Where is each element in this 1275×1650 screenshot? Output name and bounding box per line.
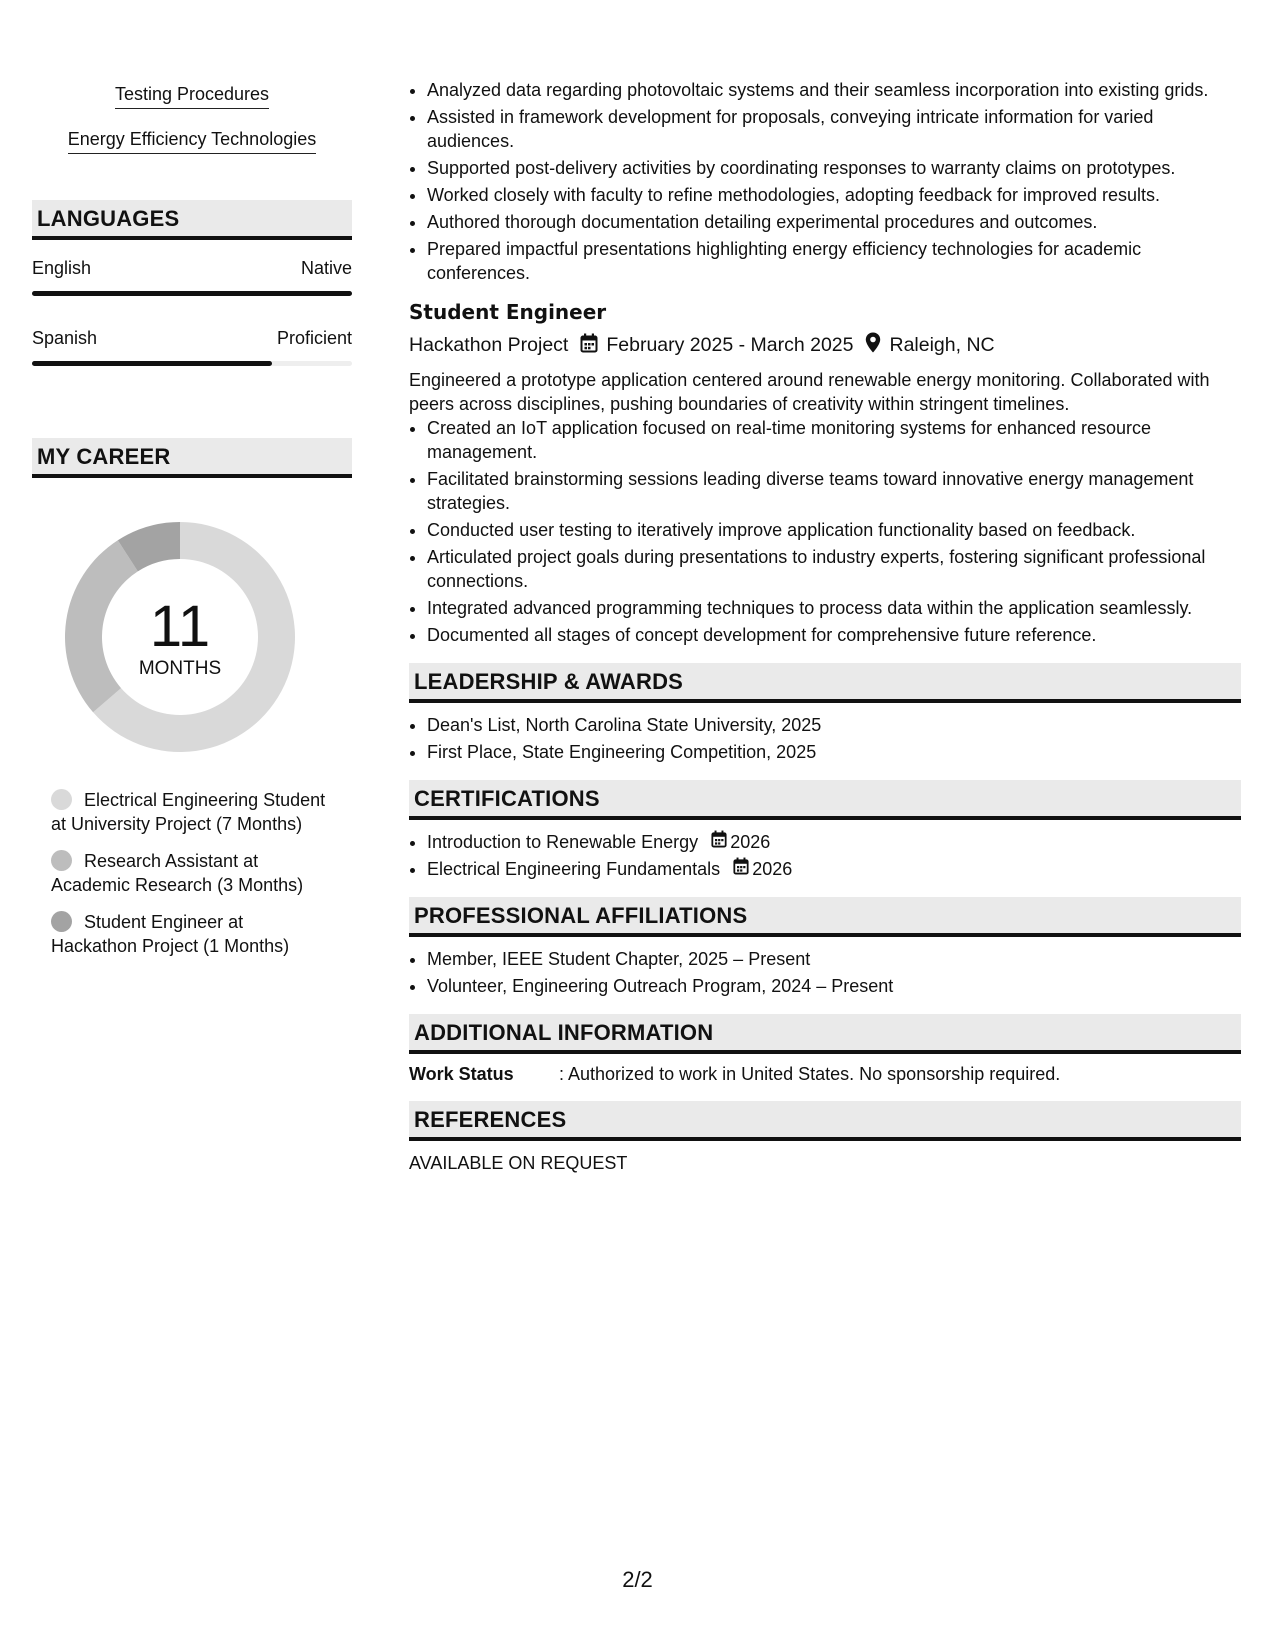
- affiliations-list: [409, 947, 1241, 998]
- legend-item: [51, 910, 331, 958]
- career-total-number: 11: [149, 594, 211, 659]
- additional-info-section: [409, 1014, 1241, 1085]
- affiliations-heading: PROFESSIONAL AFFILIATIONS: [409, 897, 1241, 937]
- career-section: [32, 438, 352, 958]
- language-proficiency-bar: [32, 291, 352, 296]
- additional-info-heading: ADDITIONAL INFORMATION: [409, 1014, 1241, 1054]
- references-text: AVAILABLE ON REQUEST: [409, 1153, 628, 1173]
- language-level: Native: [300, 258, 352, 278]
- list-item: • Facilitated brainstorming sessions leading diverse teams toward innovative energy management strategies.: [427, 467, 1241, 515]
- list-item: [427, 857, 1241, 881]
- language-row: [32, 258, 352, 279]
- skill-item: Testing Procedures: [115, 84, 269, 109]
- job-title: Student Engineer: [409, 300, 607, 324]
- page-number: 2/2: [622, 1567, 653, 1592]
- left-column: [32, 84, 352, 971]
- language-name: English: [32, 258, 92, 278]
- list-item: • Volunteer, Engineering Outreach Program, 2024 – Present: [427, 974, 1241, 998]
- list-item: • Assisted in framework development for proposals, conveying intricate information for varied audiences.: [427, 105, 1241, 153]
- work-status-row: [409, 1064, 1241, 1085]
- location-pin-icon: [865, 332, 881, 359]
- certification-date: [733, 857, 792, 881]
- calendar-icon: [733, 857, 752, 881]
- right-column: [409, 78, 1241, 1174]
- language-row: [32, 328, 352, 349]
- job-bullets: [409, 416, 1241, 647]
- list-item: • Analyzed data regarding photovoltaic systems and their seamless incorporation into existing grids.: [427, 78, 1241, 102]
- certification-date: [711, 830, 770, 854]
- list-item: • Created an IoT application focused on real-time monitoring systems for enhanced resource management.: [427, 416, 1241, 464]
- languages-section: [32, 200, 352, 366]
- list-item: • Dean's List, North Carolina State University, 2025: [427, 713, 1241, 737]
- certifications-list: [409, 830, 1241, 881]
- job-meta: [409, 332, 1241, 359]
- career-total-unit: MONTHS: [138, 658, 222, 679]
- language-name: Spanish: [32, 328, 98, 348]
- calendar-icon: [580, 333, 598, 359]
- career-heading: MY CAREER: [32, 438, 352, 478]
- job-company: Hackathon Project: [409, 334, 569, 356]
- certification-name: Introduction to Renewable Energy: [427, 832, 699, 852]
- language-proficiency-bar: [32, 361, 352, 366]
- list-item: • Worked closely with faculty to refine methodologies, adopting feedback for improved results.: [427, 183, 1241, 207]
- leadership-heading: LEADERSHIP & AWARDS: [409, 663, 1241, 703]
- legend-item: [51, 849, 331, 897]
- list-item: • Prepared impactful presentations highlighting energy efficiency technologies for academic conferences.: [427, 237, 1241, 285]
- certification-name: Electrical Engineering Fundamentals: [427, 859, 721, 879]
- certification-year: 2026: [752, 859, 793, 879]
- affiliations-section: [409, 897, 1241, 998]
- certifications-heading: CERTIFICATIONS: [409, 780, 1241, 820]
- legend-dot: [51, 911, 72, 932]
- legend-label: Electrical Engineering Student at University Project (7 Months): [51, 790, 326, 834]
- legend-dot: [51, 789, 72, 810]
- work-status-label: Work Status: [409, 1064, 514, 1084]
- job-entry: [409, 300, 1241, 647]
- list-item: • Supported post-delivery activities by coordinating responses to warranty claims on prototypes.: [427, 156, 1241, 180]
- list-item: • Conducted user testing to iteratively improve application functionality based on feedback.: [427, 518, 1241, 542]
- legend-label: Student Engineer at Hackathon Project (1 Months): [51, 912, 290, 956]
- list-item: • Documented all stages of concept development for comprehensive future reference.: [427, 623, 1241, 647]
- donut-center: [65, 522, 295, 752]
- legend-dot: [51, 850, 72, 871]
- calendar-icon: [711, 830, 730, 854]
- job-location: Raleigh, NC: [889, 334, 995, 356]
- certification-year: 2026: [730, 832, 771, 852]
- legend-label: Research Assistant at Academic Research (3 Months): [51, 851, 304, 895]
- list-item: • Articulated project goals during presentations to industry experts, fostering significant professional connections.: [427, 545, 1241, 593]
- work-status-value: : Authorized to work in United States. No sponsorship required.: [559, 1064, 1061, 1084]
- list-item: [427, 830, 1241, 854]
- list-item: • First Place, State Engineering Competition, 2025: [427, 740, 1241, 764]
- career-donut-chart: [65, 522, 295, 752]
- legend-item: [51, 788, 331, 836]
- language-proficiency-fill: [32, 361, 272, 366]
- leadership-section: [409, 663, 1241, 764]
- language-level: Proficient: [276, 328, 352, 348]
- references-heading: REFERENCES: [409, 1101, 1241, 1141]
- career-legend: [51, 788, 331, 958]
- previous-job-bullets: [409, 78, 1241, 285]
- list-item: • Integrated advanced programming techniques to process data within the application seamlessly.: [427, 596, 1241, 620]
- certifications-section: [409, 780, 1241, 881]
- job-dates: February 2025 - March 2025: [606, 334, 854, 356]
- job-description: Engineered a prototype application centered around renewable energy monitoring. Collaborated with peers across disciplines, pushing boundaries of creativity within stringent timelines.: [409, 370, 1210, 414]
- skill-item: Energy Efficiency Technologies: [68, 129, 316, 154]
- language-proficiency-fill: [32, 291, 352, 296]
- leadership-list: [409, 713, 1241, 764]
- list-item: • Member, IEEE Student Chapter, 2025 – Present: [427, 947, 1241, 971]
- languages-heading: LANGUAGES: [32, 200, 352, 240]
- list-item: • Authored thorough documentation detailing experimental procedures and outcomes.: [427, 210, 1241, 234]
- references-section: [409, 1101, 1241, 1174]
- skills-list: [32, 84, 352, 174]
